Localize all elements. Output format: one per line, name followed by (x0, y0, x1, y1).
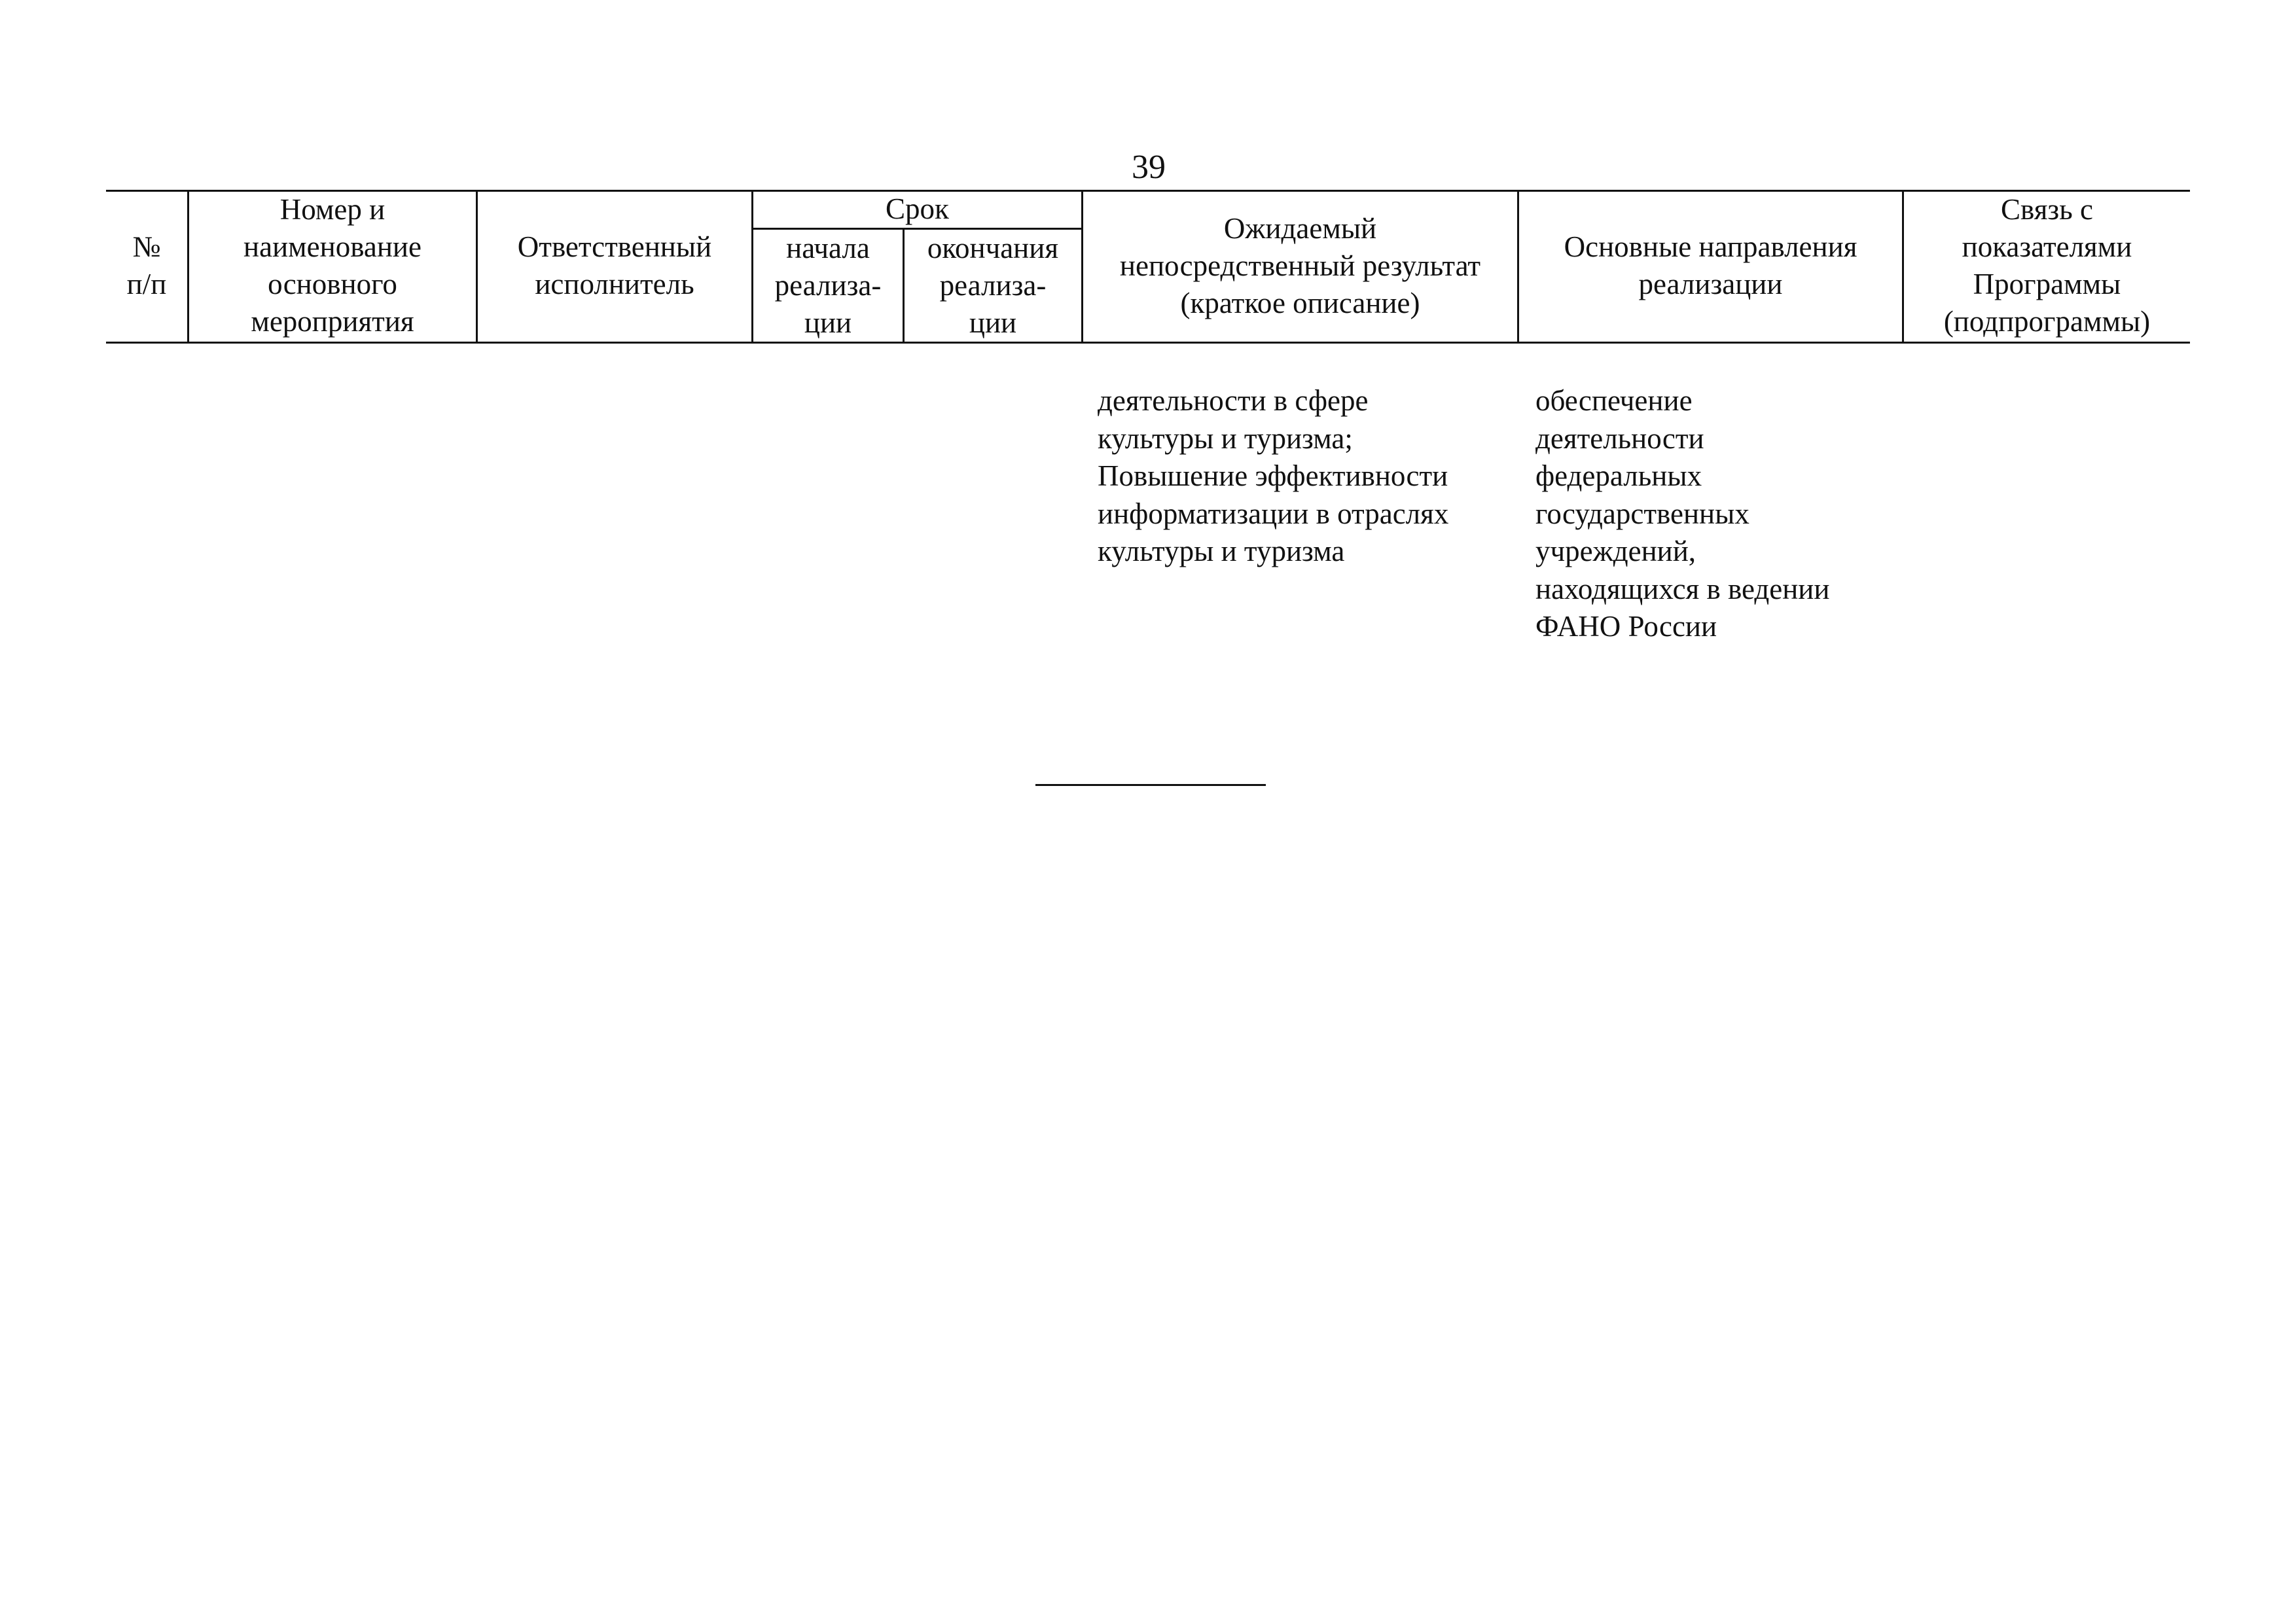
col-number-header: № п/п (126, 230, 167, 300)
col-responsible-header: Ответственный исполнитель (517, 230, 712, 300)
page-number: 39 (1132, 149, 1166, 186)
col-term-header: Срок (886, 192, 949, 225)
col-end-header: окончания реализа- ции (927, 232, 1059, 339)
col-result-header: Ожидаемый непосредственный результат (краткое описание) (1119, 211, 1481, 319)
col-event-header: Номер и наименование основного мероприятия (243, 193, 422, 338)
directions-cell-text: обеспечение деятельности федеральных государственных учреждений, находящихся в ведении ФАНО России (1535, 384, 1830, 643)
result-cell-text: деятельности в сфере культуры и туризма; Повышение эффективности информатизации в отраслях культуры и туризма (1098, 384, 1449, 567)
end-of-document-rule (1035, 784, 1266, 786)
table-header (106, 190, 2190, 344)
col-directions-header: Основные направления реализации (1564, 230, 1857, 300)
header-bottom-rule (106, 342, 2190, 344)
col-link-header: Связь с показателями Программы (подпрограммы) (1943, 193, 2151, 338)
col-start-header: начала реализа- ции (774, 232, 882, 339)
